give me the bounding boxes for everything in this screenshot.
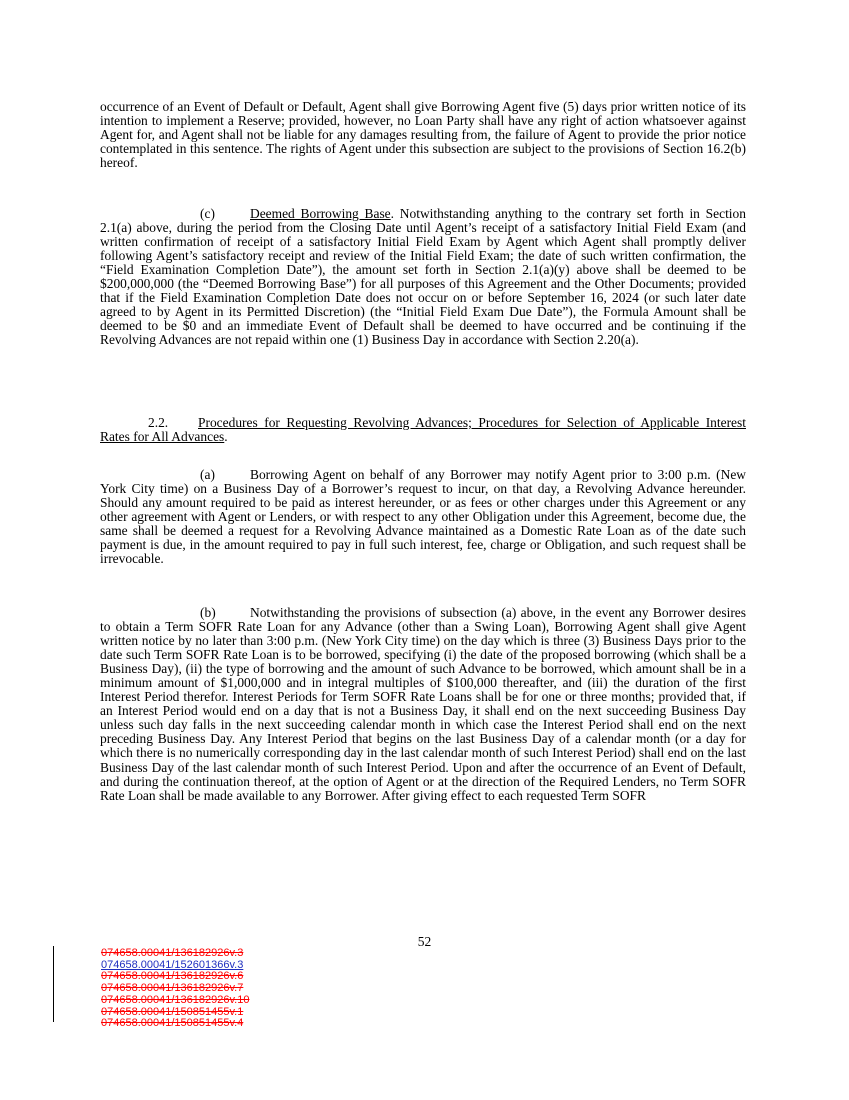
subsection-c-title: Deemed Borrowing Base	[250, 206, 391, 221]
change-bar	[53, 946, 54, 1022]
subsection-c-marker: (c)	[200, 206, 215, 221]
subsection-b-body: Notwithstanding the provisions of subsection (a) above, in the event any Borrower desires to obtain a Term SOFR Rate Loan for any Advance (other than a Swing Loan), Borrowing Agent shall give Agent written notice by no later than 3:00 p.m. (New York City time) on the day which is three (3) Business Days prior to the date such Term SOFR Rate Loan is to be borrowed, specifying (i) the date of the proposed borrowing (which shall be a Business Day), (ii) the type of borrowing and the amount of such Advance to be borrowed, which amount shall be in a minimum amount of $1,000,000 and in integral multiples of $100,000 thereafter, and (iii) the duration of the first Interest Period therefor. Interest Periods for Term SOFR Rate Loans shall be for one or three months; provided that, if an Interest Period would end on a day that is not a Business Day, it shall end on the next succeeding Business Day unless such day falls in the next succeeding calendar month in which case the Interest Period shall end on the next preceding Business Day. Any Interest Period that begins on the last Business Day of a calendar month (or a day for which there is no numerically corresponding day in the last calendar month of such Interest Period) shall end on the last Business Day of the last calendar month of such Interest Period. Upon and after the occurrence of an Event of Default, and during the continuation thereof, at the option of Agent or at the direction of the Required Lenders, no Term SOFR Rate Loan shall be made available to any Borrower. After giving effect to each requested Term SOFR	[100, 605, 746, 803]
section-2-2-number: 2.2.	[148, 415, 169, 430]
page-number: 52	[417, 934, 432, 949]
subsection-c	[100, 207, 746, 347]
section-2-2-heading	[100, 416, 746, 444]
subsection-a	[100, 468, 746, 566]
doc-id-deleted: 074658.00041/136182926v.7	[101, 982, 244, 995]
paragraph-reserve-notice: occurrence of an Event of Default or Default, Agent shall give Borrowing Agent five (5) days prior written notice of its intention to implement a Reserve; provided, however, no Loan Party shall have any right of action whatsoever against Agent for, and Agent shall not be liable for any damages resulting from, the failure of Agent to provide the prior notice contemplated in this sentence. The rights of Agent under this subsection are subject to the provisions of Section 16.2(b) hereof.	[100, 99, 746, 171]
doc-id-deleted: 074658.00041/136182926v.10	[101, 993, 250, 1006]
section-2-2-suffix: .	[224, 429, 228, 445]
document-id-list	[101, 948, 249, 1030]
subsection-a-body: Borrowing Agent on behalf of any Borrower may notify Agent prior to 3:00 p.m. (New York City time) on a Business Day of a Borrower’s request to incur, on that day, a Revolving Advance hereunder. Should any amount required to be paid as interest hereunder, or as fees or other charges under this Agreement or any other agreement with Agent or Lenders, or with respect to any other Obligation under this Agreement, become due, the same shall be deemed a request for a Revolving Advance maintained as a Domestic Rate Loan as of the date such payment is due, in the amount required to pay in full such interest, fee, charge or Obligation, and such request shall be irrevocable.	[100, 467, 746, 567]
doc-id-deleted: 074658.00041/136182926v.6	[101, 970, 244, 983]
doc-id-current: 074658.00041/152601366v.3	[101, 958, 244, 971]
doc-id-deleted: 074658.00041/136182926v.3	[101, 947, 244, 959]
doc-id-deleted: 074658.00041/150851455v.1	[101, 1005, 244, 1018]
subsection-b-marker: (b)	[200, 605, 216, 620]
subsection-b	[100, 606, 746, 803]
doc-id-deleted: 074658.00041/150851455v.4	[101, 1017, 244, 1030]
subsection-a-marker: (a)	[200, 467, 215, 482]
section-2-2-title: Procedures for Requesting Revolving Advances; Procedures for Selection of Applicable Interest Rates for All Advances	[100, 415, 746, 445]
subsection-c-body: . Notwithstanding anything to the contrary set forth in Section 2.1(a) above, during the period from the Closing Date until Agent’s receipt of a satisfactory Initial Field Exam (and written confirmation of receipt of a satisfactory Initial Field Exam by Agent which Agent shall promptly deliver following Agent’s satisfactory receipt and review of the Initial Field Exam; the date of such written confirmation, the “Field Examination Completion Date”), the amount set forth in Section 2.1(a)(y) above shall be deemed to be $200,000,000 (the “Deemed Borrowing Base”) for all purposes of this Agreement and the Other Documents; provided that if the Field Examination Completion Date does not occur on or before September 16, 2024 (or such later date agreed to by Agent in its Permitted Discretion) (the “Initial Field Exam Due Date”), the Formula Amount shall be deemed to be $0 and an immediate Event of Default shall be deemed to have occurred and be continuing if the Revolving Advances are not repaid within one (1) Business Day in accordance with Section 2.20(a).	[100, 206, 746, 348]
